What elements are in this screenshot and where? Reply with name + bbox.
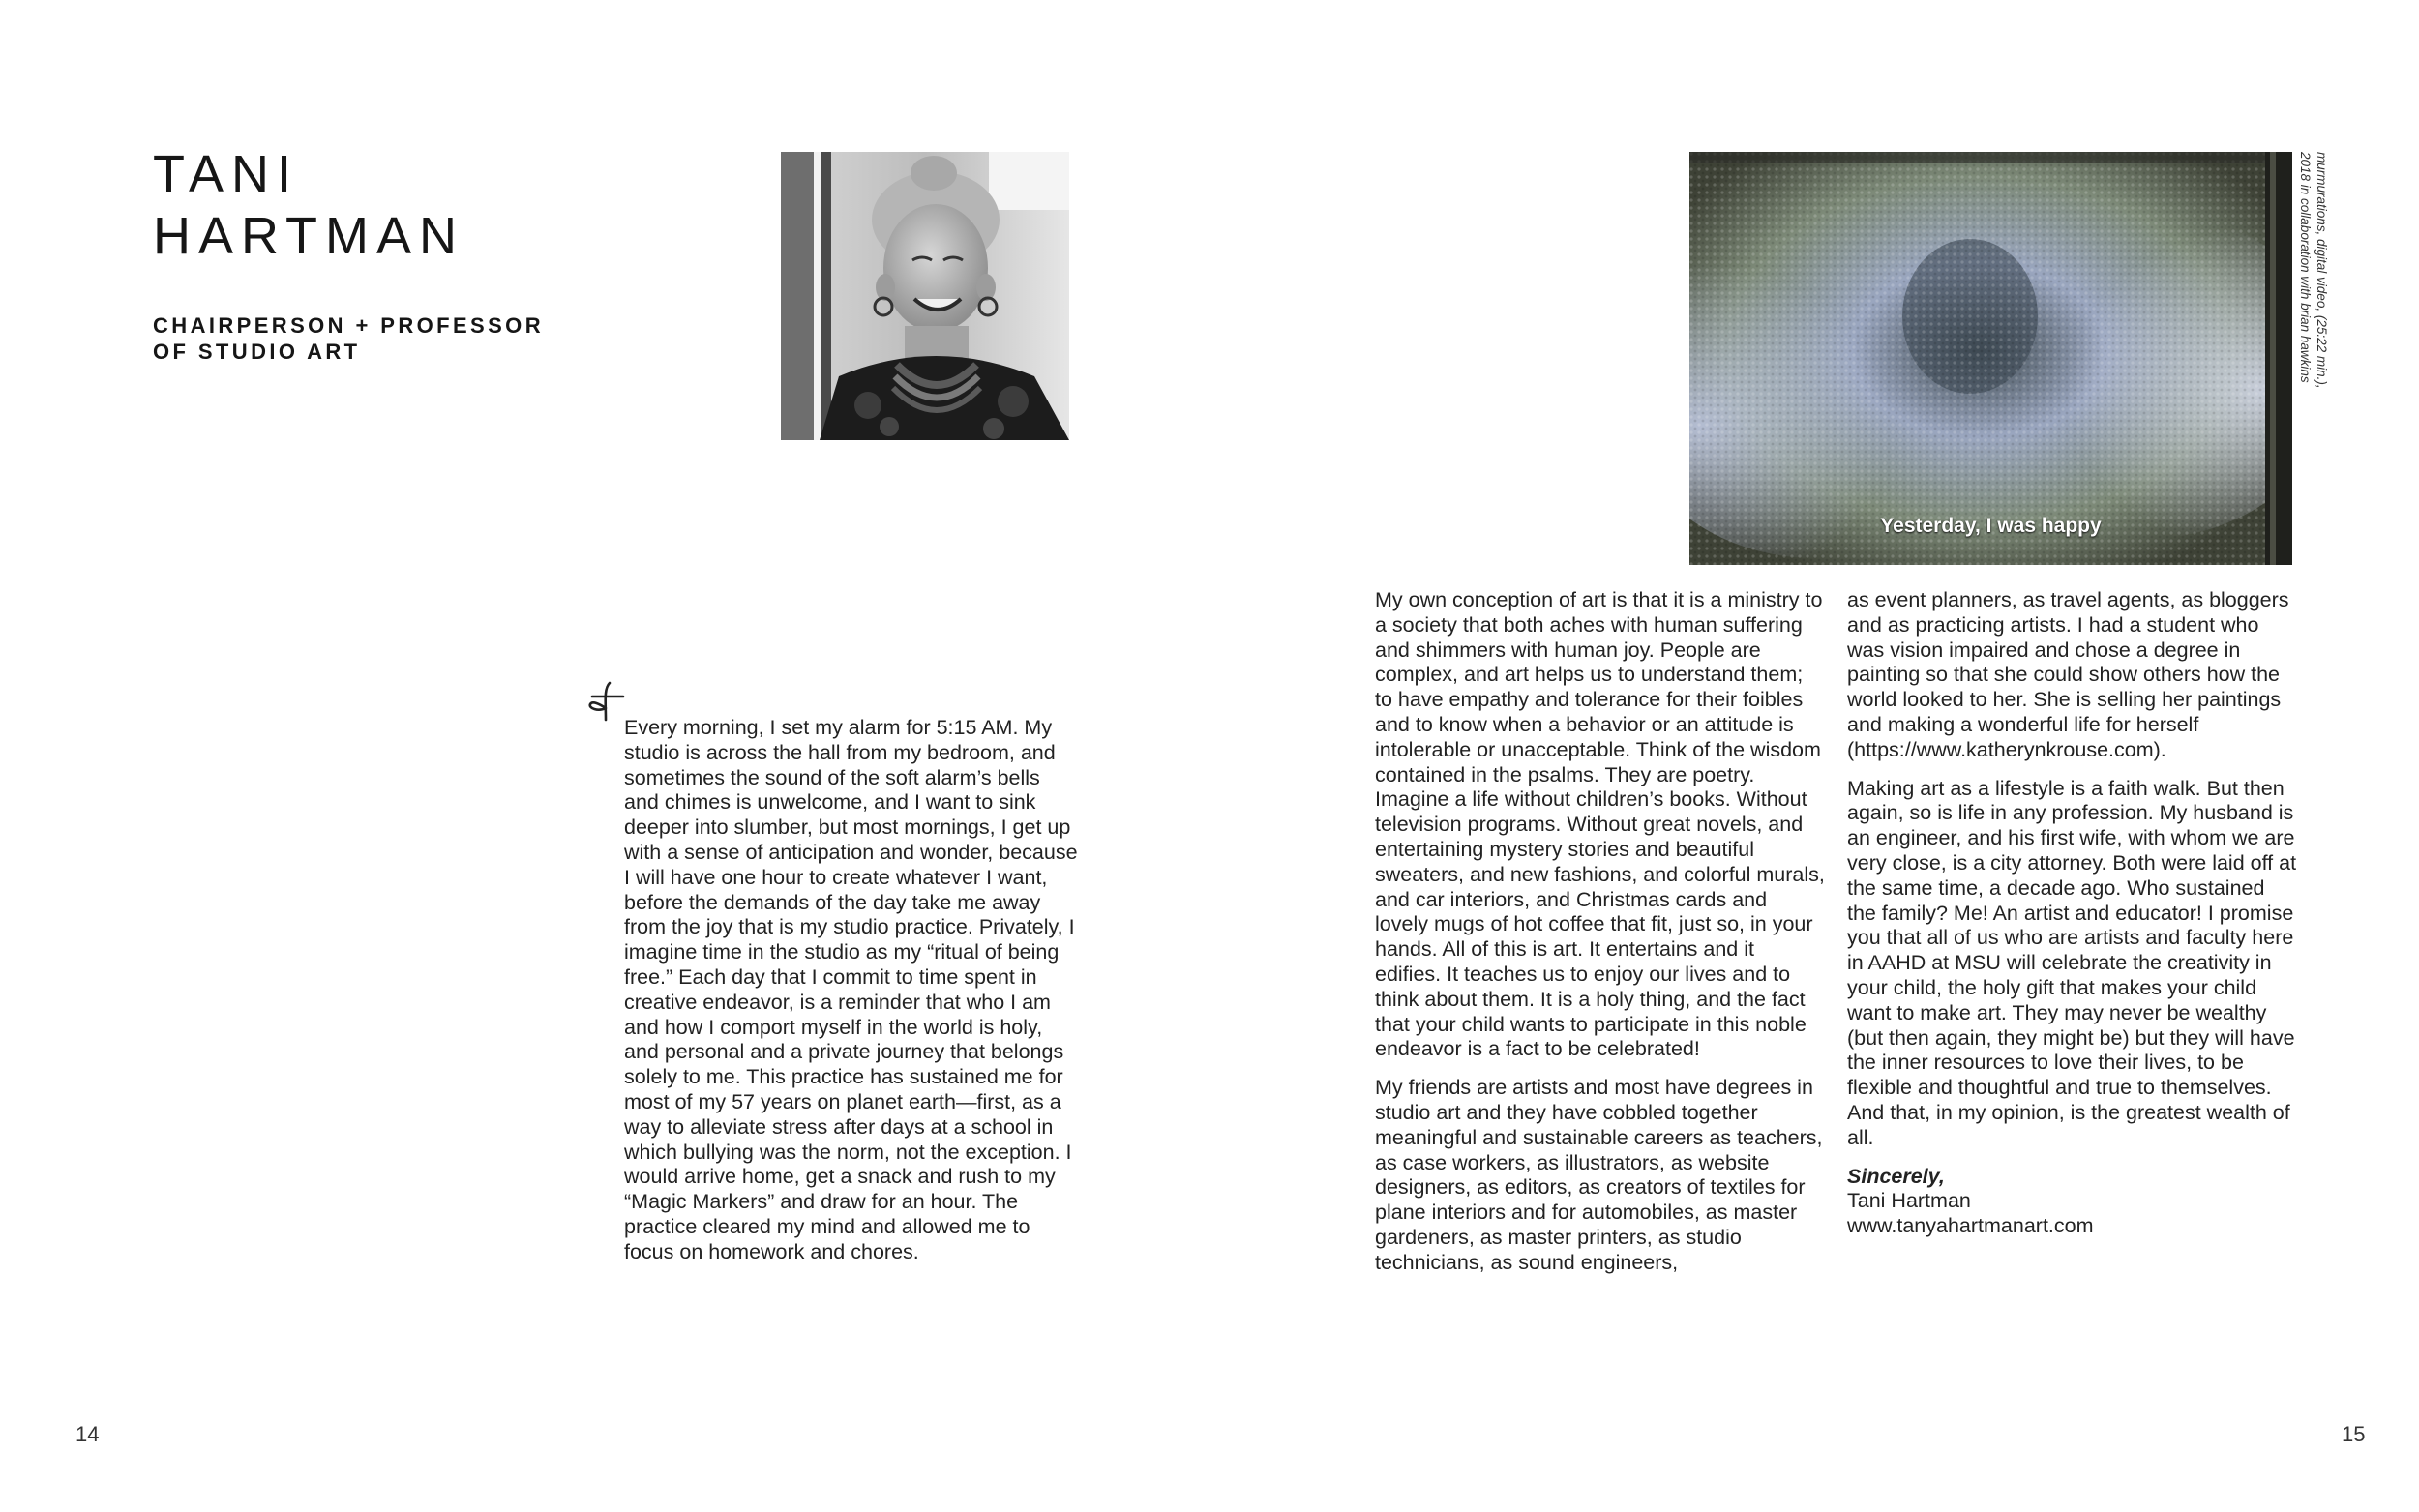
role-line-2: OF STUDIO ART: [153, 340, 361, 364]
author-name: [153, 143, 464, 267]
essay-column-1: [624, 716, 1079, 1279]
artwork-caption: [2295, 152, 2334, 452]
signoff-closing: Sincerely,: [1847, 1164, 1945, 1188]
page-number-right: 15: [2342, 1422, 2366, 1446]
author-portrait: [781, 152, 1069, 440]
essay-paragraph: My own conception of art is that it is a ministry to a society that both aches with human suffering and shimmers with human joy. People are complex, and art helps us to understand them; to have empathy and tolerance for their foibles and to know when a behavior or an attitude is intolerable or unacceptable. Think of the wisdom contained in the psalms. They are poetry. Imagine a life without children’s books. Without television programs. Without great novels, and entertaining mystery stories and beautiful sweaters, and new fashions, and colorful murals, and car interiors, and Christmas cards and lovely mugs of hot coffee that fit, just so, in your hands. All of this is art. It entertains and it edifies. It teaches us to enjoy our lives and to think about them. It is a holy thing, and the fact that your child wants to participate in this noble endeavor is a fact to be celebrated!: [1375, 588, 1825, 1061]
author-role: [153, 312, 544, 365]
essay-column-3: [1847, 588, 2298, 1253]
page-number-left: 14: [75, 1422, 100, 1446]
signoff-name: Tani Hartman: [1847, 1189, 1971, 1213]
author-first-name: TANI: [153, 145, 299, 203]
caption-line-1: murmurations, digital video, (25:22 min.),: [2314, 152, 2329, 389]
video-subtitle: Yesterday, I was happy: [1880, 515, 2102, 537]
author-last-name: HARTMAN: [153, 207, 465, 265]
caption-line-2: 2018 in collaboration with brian hawkins: [2298, 152, 2313, 383]
essay-paragraph: Every morning, I set my alarm for 5:15 AM. My studio is across the hall from my bedroom, and sometimes the sound of the soft alarm’s bells and chimes is unwelcome, and I want to sink deeper into slumber, but most mornings, I get up with a sense of anticipation and wonder, because I will have one hour to create whatever I want, before the demands of the day take me away from the joy that is my studio practice. Privately, I imagine time in the studio as my “ritual of being free.” Each day that I commit to time spent in creative endeavor, is a reminder that who I am and how I comport myself in the world is holy, and personal and a private journey that belongs solely to me. This practice has sustained me for most of my 57 years on planet earth—first, as a way to alleviate stress after days at a school in which bullying was the norm, not the exception. I would arrive home, get a snack and rush to my “Magic Markers” and draw for an hour. The practice cleared my mind and allowed me to focus on homework and chores.: [624, 716, 1078, 1263]
role-line-1: CHAIRPERSON + PROFESSOR: [153, 313, 544, 338]
essay-paragraph: My friends are artists and most have degrees in studio art and they have cobbled together meaningful and sustainable careers as teachers, as case workers, as illustrators, as website designers, as editors, as creators of textiles for plane interiors and for automobiles, as master gardeners, as master printers, as studio technicians, as sound engineers,: [1375, 1076, 1823, 1274]
signoff-website: www.tanyahartmanart.com: [1847, 1214, 2094, 1238]
essay-paragraph: as event planners, as travel agents, as bloggers and as practicing artists. I had a student who was vision impaired and chose a degree in painting so that she could show others how the world looked to her. She is selling her paintings and making a wonderful life for herself (https://www.katherynkrouse.com).: [1847, 588, 2289, 761]
essay-paragraph: Making art as a lifestyle is a faith walk. But then again, so is life in any profession. My husband is an engineer, and his first wife, with whom we are very close, is a city attorney. Both were laid off at the same time, a decade ago. Who sustained the family? Me! An artist and educator! I promise you that all of us who are artists and faculty here in AAHD at MSU will celebrate the creativity in your child, the holy gift that makes your child want to make art. They may never be wealthy (but then again, they might be) but they will have the inner resources to love their lives, to be flexible and thoughtful and true to themselves. And that, in my opinion, is the greatest wealth of all.: [1847, 776, 2297, 1149]
ampersand-ornament-icon: [584, 679, 625, 724]
video-still: [1689, 152, 2292, 565]
essay-column-2: [1375, 588, 1826, 1290]
signoff: [1847, 1165, 2298, 1239]
